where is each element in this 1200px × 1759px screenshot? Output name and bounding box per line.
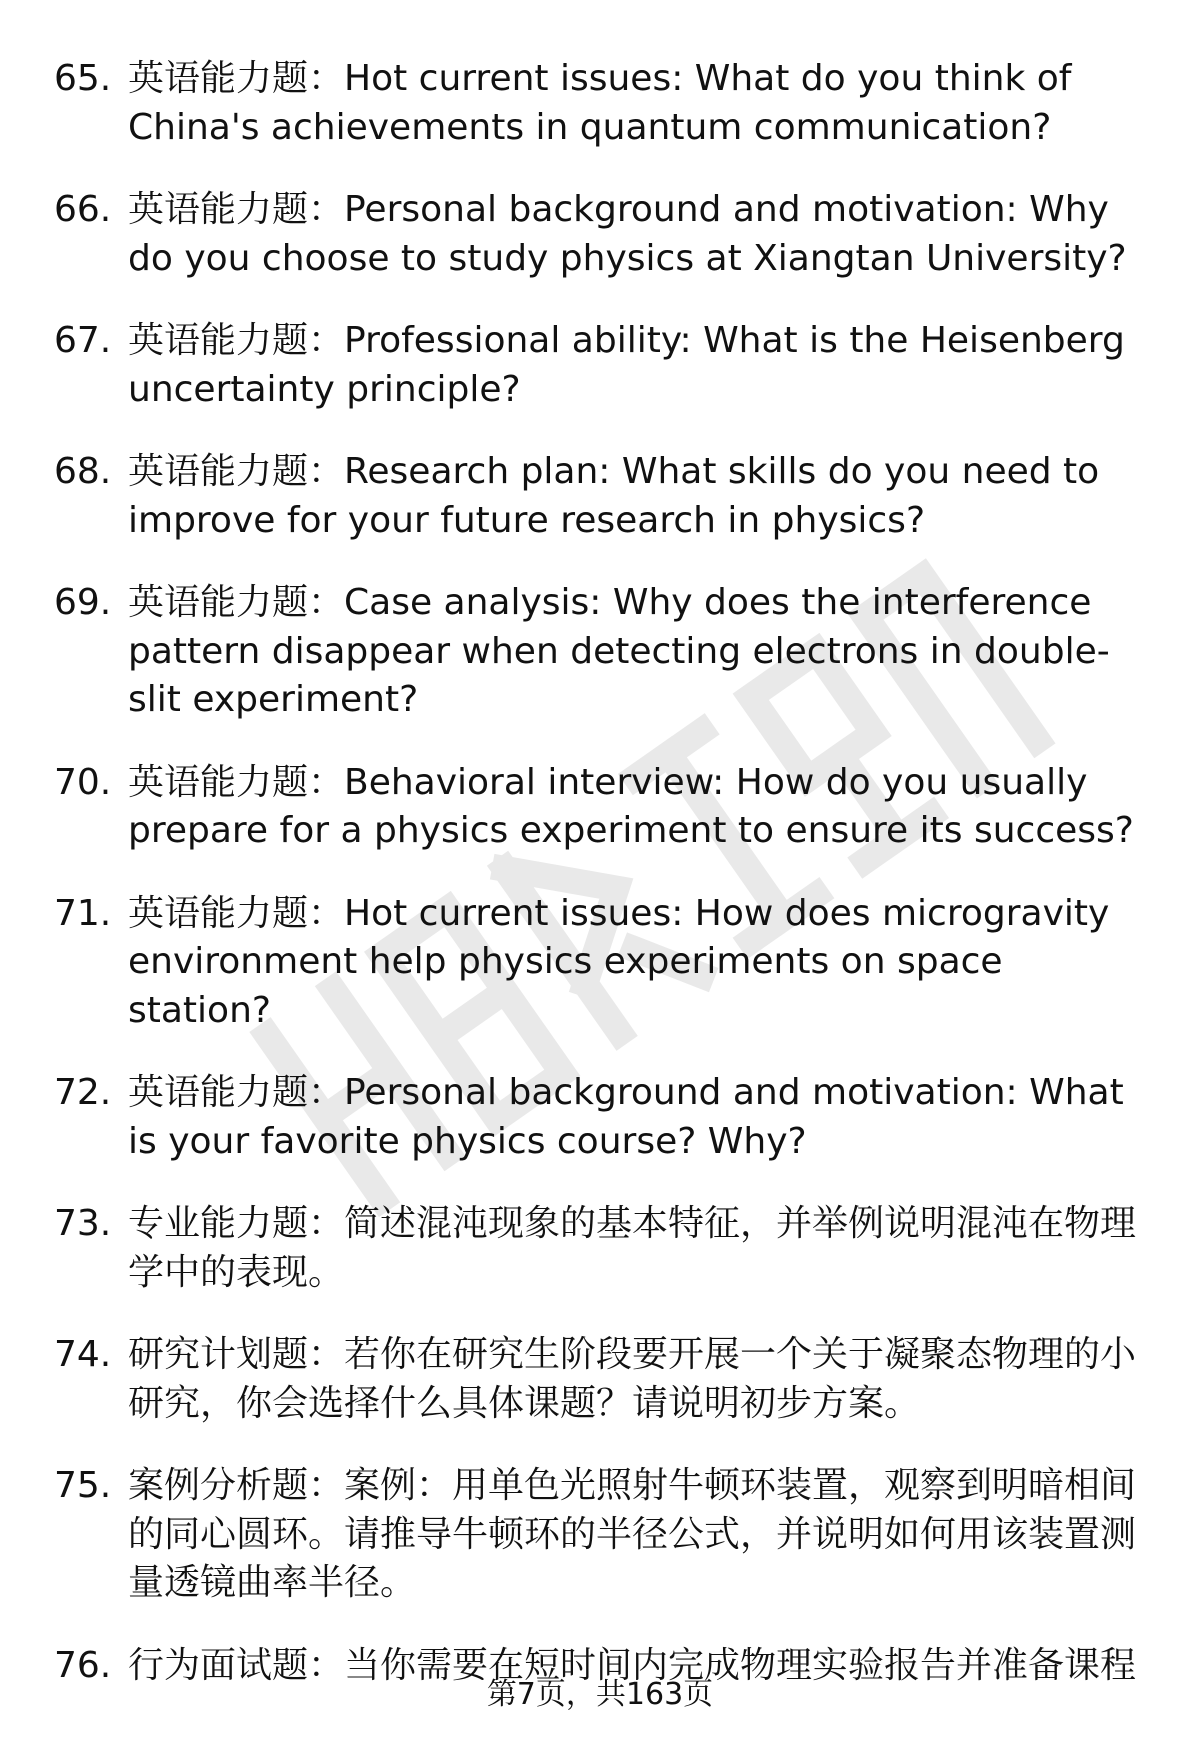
question-number: 67.: [54, 320, 112, 361]
question-text: 英语能力题：Case analysis: Why does the interference pattern disappear when detecting electrons in double-slit experiment?: [128, 582, 1110, 720]
question-text: 英语能力题：Hot current issues: How does microgravity environment help physics experiments on space station?: [128, 892, 1110, 1031]
question-item: [0, 317, 1200, 414]
question-number: 66.: [54, 189, 112, 230]
question-text: 英语能力题：Hot current issues: What do you think of China's achievements in quantum communication?: [128, 58, 1072, 148]
question-item: [0, 1069, 1200, 1166]
question-text: 英语能力题：Personal background and motivation: What is your favorite physics course? Why?: [128, 1072, 1124, 1162]
question-number: 71.: [54, 892, 112, 934]
question-text: 英语能力题：Personal background and motivation: Why do you choose to study physics at Xiangtan University?: [128, 189, 1127, 279]
question-item: [0, 1200, 1200, 1297]
question-number: 70.: [54, 761, 112, 803]
question-item: [0, 55, 1200, 152]
question-number: 65.: [54, 58, 112, 99]
question-number: 69.: [54, 582, 112, 623]
question-list: [0, 55, 1200, 1724]
question-text: 案例分析题：案例：用单色光照射牛顿环装置，观察到明暗相间的同心圆环。请推导牛顿环的半径公式，并说明如何用该装置测量透镜曲率半径。: [128, 1465, 1137, 1603]
question-item: [0, 890, 1200, 1036]
question-text: 专业能力题：简述混沌现象的基本特征，并举例说明混沌在物理学中的表现。: [128, 1203, 1137, 1293]
question-item: [0, 1462, 1200, 1608]
question-item: [0, 448, 1200, 545]
question-item: [0, 759, 1200, 856]
question-item: [0, 186, 1200, 283]
question-number: 75.: [54, 1465, 112, 1506]
question-item: [0, 579, 1200, 725]
question-text: 研究计划题：若你在研究生阶段要开展一个关于凝聚态物理的小研究，你会选择什么具体课题？请说明初步方案。: [128, 1334, 1137, 1424]
question-item: [0, 1331, 1200, 1428]
question-text: 英语能力题：Research plan: What skills do you need to improve for your future research in physics?: [128, 451, 1100, 541]
question-number: 72.: [54, 1072, 112, 1113]
question-text: 行为面试题：当你需要在短时间内完成物理实验报告并准备课程: [128, 1644, 1137, 1686]
page-footer: 第7页，共163页: [486, 1677, 714, 1712]
question-number: 76.: [54, 1644, 112, 1686]
question-number: 68.: [54, 451, 112, 492]
question-number: 73.: [54, 1203, 112, 1244]
question-text: 英语能力题：Behavioral interview: How do you usually prepare for a physics experiment to ensure its success?: [128, 761, 1134, 851]
question-number: 74.: [54, 1334, 112, 1375]
question-text: 英语能力题：Professional ability: What is the Heisenberg uncertainty principle?: [128, 320, 1125, 410]
